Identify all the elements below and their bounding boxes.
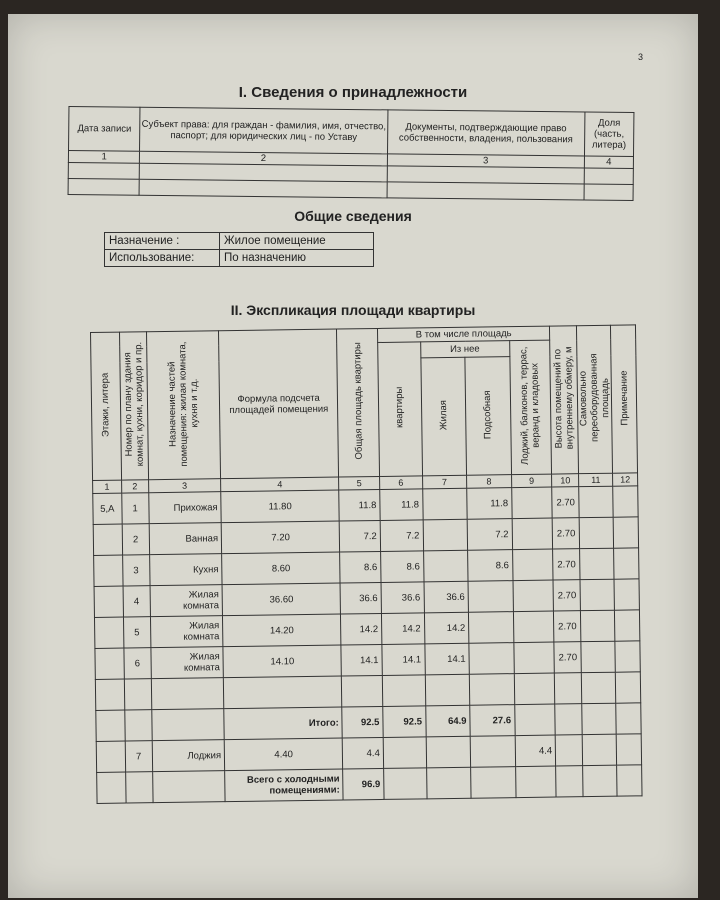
- cell-total: 11.8: [339, 489, 380, 521]
- cell-formula: 4.40: [224, 738, 343, 771]
- purpose-value: Жилое помещение: [220, 233, 374, 250]
- cell-auxiliary: [469, 612, 514, 644]
- cell-floor: [94, 555, 123, 586]
- cell-unauthorized: [581, 610, 615, 641]
- col-number: 12: [613, 473, 638, 486]
- header-room-no: Номер по плану здания комнат, кухни, коридор и пр.: [119, 332, 148, 480]
- cell-floor: [95, 648, 124, 679]
- empty-cell: [68, 179, 140, 196]
- cell-unauthorized: [580, 579, 614, 610]
- cell-auxiliary: 8.6: [468, 550, 513, 582]
- cell-living: [423, 519, 468, 551]
- cell-loggia: [513, 611, 554, 643]
- cell-loggia: 4.4: [515, 735, 556, 767]
- cell-height: 2.70: [554, 611, 581, 642]
- cell-room-name: Лоджия: [152, 740, 225, 772]
- header-room-name: Назначение частей помещения: жилая комната, кухня и т.д.: [146, 331, 221, 480]
- col-number: 10: [552, 474, 579, 487]
- cell-floor: 5,А: [93, 493, 122, 524]
- cell-room-name: Жилая комната: [151, 647, 224, 679]
- ownership-table: [68, 106, 635, 201]
- cell-auxiliary: 7.2: [467, 519, 512, 551]
- cell-formula: 14.20: [223, 614, 342, 647]
- usage-value: По назначению: [220, 250, 374, 267]
- col-number: 1: [93, 480, 122, 493]
- cell-note: [613, 517, 638, 548]
- header-apartment: квартиры: [378, 342, 422, 477]
- general-info-title: Общие сведения: [294, 208, 412, 224]
- header-height: Высота помещений по внутреннему обмеру, м: [550, 326, 579, 474]
- header-of-which: Из нее: [420, 341, 509, 359]
- cell-living: [423, 550, 468, 582]
- header-documents: Документы, подтверждающие право собственности, владения, пользования: [387, 110, 584, 156]
- cell-room-name: Ванная: [149, 523, 222, 555]
- document-page: [8, 14, 698, 898]
- cell-floor: [93, 524, 122, 555]
- cell-apartment: 36.6: [381, 582, 424, 614]
- totals-label: Итого:: [224, 707, 343, 740]
- col-number: 3: [148, 479, 221, 493]
- totals-living: 64.9: [425, 705, 470, 737]
- area-explication-table: [90, 324, 643, 804]
- grand-total-value: 96.9: [343, 768, 384, 800]
- cell-total: 36.6: [340, 582, 381, 614]
- cell-living: 36.6: [424, 581, 469, 613]
- col-number: 8: [467, 475, 512, 489]
- cell-height: 2.70: [553, 549, 580, 580]
- header-date: Дата записи: [69, 107, 141, 152]
- cell-room-no: 6: [124, 648, 151, 679]
- cell-height: 2.70: [553, 580, 580, 611]
- cell-living: 14.1: [424, 643, 469, 675]
- cell-formula: 8.60: [222, 552, 341, 585]
- cell-room-no: 2: [122, 524, 149, 555]
- section1-title: I. Сведения о принадлежности: [238, 84, 468, 101]
- grand-total-label: Всего с холодными помещениями:: [225, 769, 344, 802]
- cell-total: 8.6: [340, 551, 381, 583]
- cell-height: 2.70: [554, 642, 581, 673]
- cell-loggia: [512, 518, 553, 550]
- col-number: 7: [422, 475, 467, 489]
- cell-loggia: [511, 487, 552, 519]
- cell-formula: 7.20: [221, 521, 340, 554]
- totals-apartment: 92.5: [383, 706, 426, 738]
- cell-total: 14.2: [341, 613, 382, 645]
- page-number: 3: [638, 52, 644, 62]
- col-number: 1: [68, 151, 139, 164]
- header-subject: Субъект права: для граждан - фамилия, имя, отчество, паспорт; для юридических лиц - по Уставу: [140, 107, 388, 154]
- cell-room-name: Жилая комната: [150, 616, 223, 648]
- section2-title: II. Экспликация площади квартиры: [230, 302, 476, 318]
- header-auxiliary: Подсобная: [465, 357, 511, 475]
- header-total-area: Общая площадь квартиры: [337, 328, 380, 477]
- purpose-label: Назначение :: [105, 233, 220, 250]
- cell-room-no: 5: [123, 617, 150, 648]
- cell-auxiliary: 11.8: [467, 488, 512, 520]
- col-number: 4: [584, 156, 633, 169]
- cell-auxiliary: [468, 581, 513, 613]
- cell-unauthorized: [579, 486, 613, 517]
- cell-note: [614, 579, 639, 610]
- totals-total: 92.5: [342, 706, 383, 738]
- empty-cell: [139, 179, 386, 198]
- cell-unauthorized: [580, 548, 614, 579]
- cell-room-no: 1: [121, 493, 148, 524]
- cell-height: 2.70: [552, 487, 579, 518]
- cell-room-no: 7: [125, 741, 152, 772]
- header-formula: Формула подсчета площадей помещения: [219, 329, 339, 479]
- cell-loggia: [514, 642, 555, 674]
- col-number: 2: [140, 151, 387, 166]
- cell-total: 7.2: [339, 520, 380, 552]
- cell-apartment: 8.6: [381, 551, 424, 583]
- cell-auxiliary: [469, 643, 514, 675]
- cell-room-no: 4: [123, 586, 150, 617]
- cell-total: 4.4: [342, 737, 383, 769]
- empty-cell: [68, 163, 140, 180]
- col-number: 4: [221, 477, 339, 492]
- header-incl-area: В том числе площадь: [377, 326, 550, 342]
- cell-total: 14.1: [341, 644, 382, 676]
- cell-note: [614, 548, 639, 579]
- cell-room-name: Прихожая: [148, 492, 221, 524]
- cell-height: 2.70: [552, 518, 579, 549]
- cell-apartment: 14.1: [382, 644, 425, 676]
- header-note: Примечание: [611, 325, 638, 473]
- col-number: 6: [379, 476, 422, 490]
- cell-note: [615, 641, 640, 672]
- cell-floor: [94, 617, 123, 648]
- cell-room-name: Жилая комната: [150, 585, 223, 617]
- empty-cell: [387, 182, 584, 200]
- cell-room-no: 3: [122, 555, 149, 586]
- cell-loggia: [512, 549, 553, 581]
- col-number: 11: [579, 473, 613, 486]
- cell-living: [422, 488, 467, 520]
- col-number: 5: [339, 476, 380, 490]
- header-loggia: Лоджий, балконов, террас, веранд и кладовых: [509, 340, 552, 475]
- empty-cell: [584, 168, 633, 185]
- cell-apartment: 11.8: [380, 489, 423, 521]
- header-living: Жилая: [420, 358, 466, 476]
- cell-apartment: 7.2: [380, 520, 423, 552]
- cell-floor: [94, 586, 123, 617]
- grand-total-row: [97, 765, 642, 804]
- cell-unauthorized: [579, 517, 613, 548]
- cell-unauthorized: [581, 641, 615, 672]
- totals-auxiliary: 27.6: [470, 705, 515, 737]
- cell-living: 14.2: [424, 612, 469, 644]
- header-floor: Этажи, литера: [91, 332, 122, 480]
- empty-cell: [584, 184, 633, 201]
- header-share: Доля (часть, литера): [584, 112, 634, 157]
- cell-formula: 11.80: [221, 490, 340, 523]
- cell-note: [613, 486, 638, 517]
- header-unauthorized: Самовольно переоборудованная площадь: [577, 325, 613, 473]
- usage-label: Использование:: [105, 250, 220, 267]
- col-number: 3: [387, 154, 584, 168]
- cell-note: [615, 610, 640, 641]
- cell-apartment: 14.2: [381, 613, 424, 645]
- col-number: 9: [511, 474, 552, 488]
- cell-formula: 14.10: [223, 645, 342, 678]
- general-info-table: [104, 232, 374, 267]
- col-number: 2: [121, 480, 148, 493]
- cell-formula: 36.60: [222, 583, 341, 616]
- cell-room-name: Кухня: [149, 554, 222, 586]
- cell-loggia: [513, 580, 554, 612]
